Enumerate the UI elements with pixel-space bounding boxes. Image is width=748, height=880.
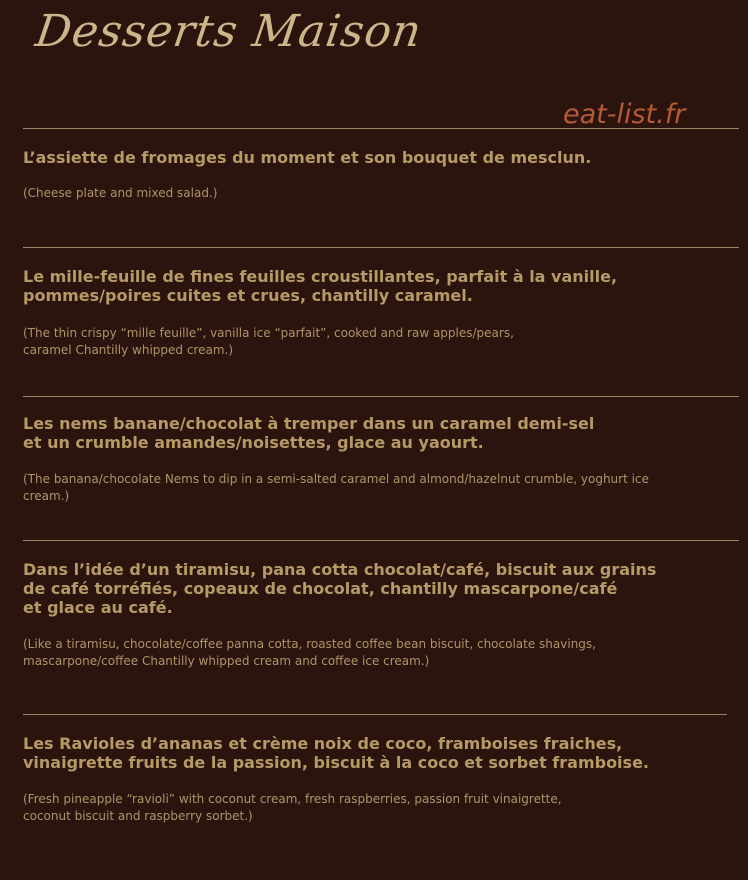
dessert-french-description: Les nems banane/chocolat à tremper dans un caramel demi-sel et un crumble amandes/noisettes, glace au yaourt. (23, 414, 595, 452)
divider (23, 540, 739, 541)
dessert-english-description: (The banana/chocolate Nems to dip in a semi-salted caramel and almond/hazelnut crumble, yoghurt ice cream.) (23, 472, 649, 503)
divider (23, 714, 727, 715)
dessert-french-description: Les Ravioles d’ananas et crème noix de coco, framboises fraiches, vinaigrette fruits de la passion, biscuit à la coco et sorbet framboise. (23, 734, 649, 772)
dessert-english-description: (Like a tiramisu, chocolate/coffee panna cotta, roasted coffee bean biscuit, chocolate shavings, mascarpone/coffee Chantilly whipped cream and coffee ice cream.) (23, 637, 596, 668)
divider (23, 128, 739, 129)
dessert-english-description: (Fresh pineapple “ravioli” with coconut cream, fresh raspberries, passion fruit vinaigrette, coconut biscuit and raspberry sorbet.) (23, 792, 562, 823)
menu-title: Desserts Maison (32, 6, 426, 57)
watermark: eat-list.fr (563, 99, 686, 130)
dessert-english-description: (Cheese plate and mixed salad.) (23, 186, 218, 200)
dessert-english-description: (The thin crispy “mille feuille”, vanilla ice “parfait”, cooked and raw apples/pears, caramel Chantilly whipped cream.) (23, 326, 514, 357)
divider (23, 396, 739, 397)
divider (23, 247, 739, 248)
dessert-french-description: Le mille-feuille de fines feuilles croustillantes, parfait à la vanille, pommes/poires cuites et crues, chantilly caramel. (23, 267, 618, 305)
dessert-french-description: Dans l’idée d’un tiramisu, pana cotta chocolat/café, biscuit aux grains de café torréfiés, copeaux de chocolat, chantilly mascarpone/café et glace au café. (23, 560, 657, 617)
dessert-french-description: L’assiette de fromages du moment et son bouquet de mesclun. (23, 148, 592, 167)
